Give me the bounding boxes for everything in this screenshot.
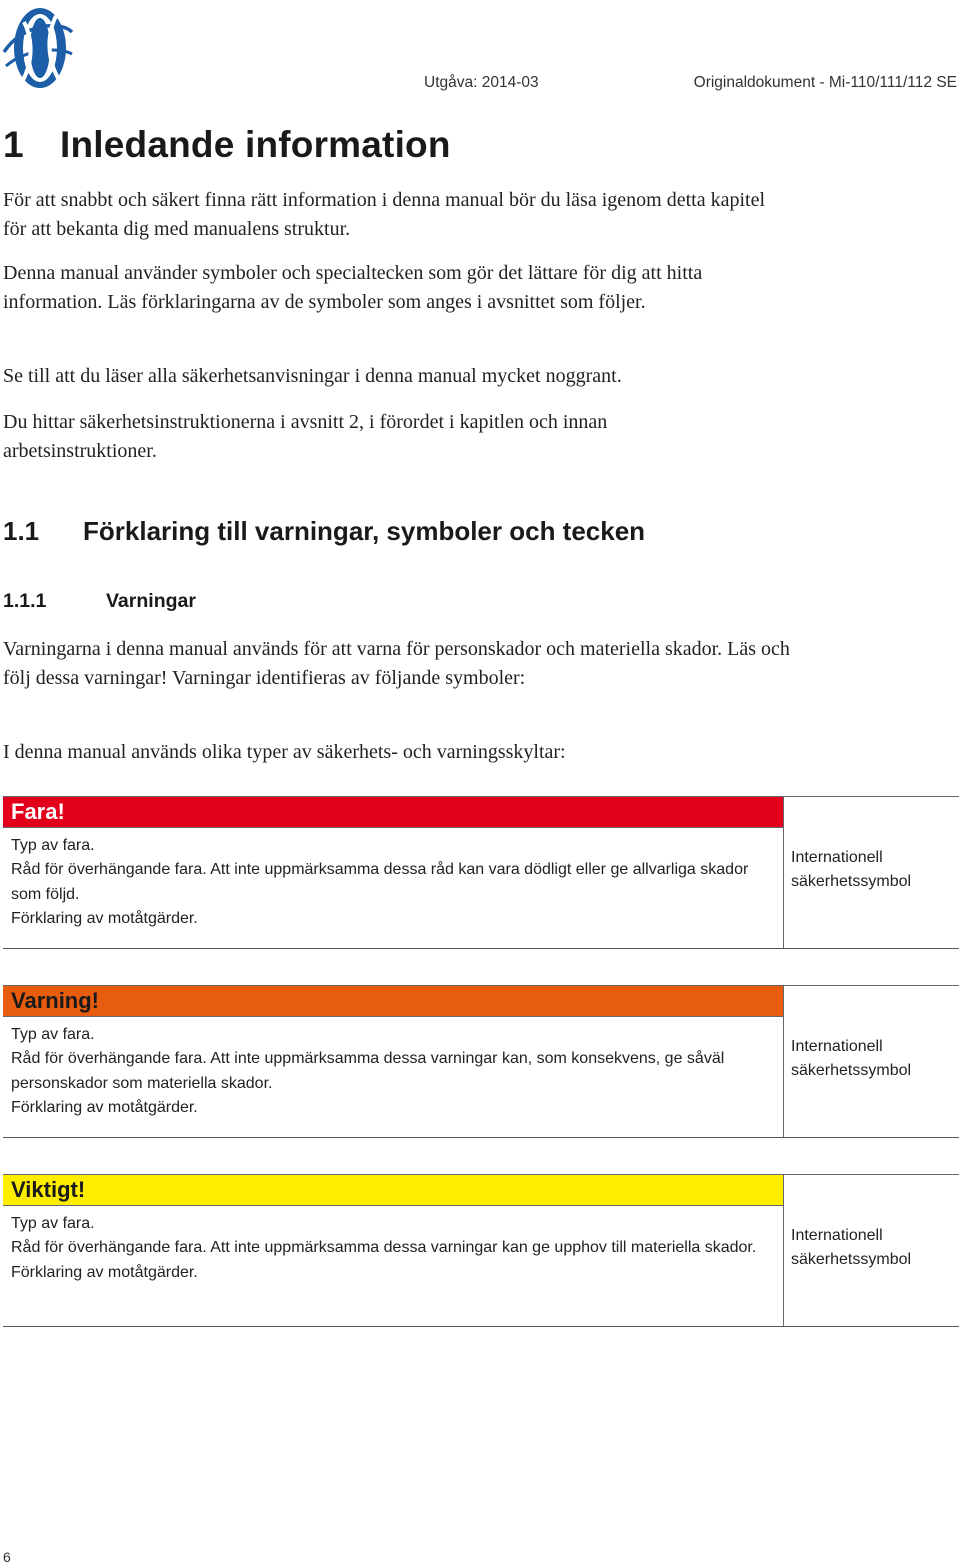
warning-band	[3, 985, 783, 1017]
chapter-number: 1	[3, 124, 24, 165]
warnings-paragraph: Varningarna i denna manual används för att varna för personskador och materiella skador. Läs och följ dessa varningar! Varningar identifieras av följande symboler:	[3, 638, 790, 689]
intro-paragraph: Du hittar säkerhetsinstruktionerna i avsnitt 2, i förordet i kapitlen och innan arbetsinstruktioner.	[3, 411, 608, 462]
safety-symbol-label: Internationell säkerhetssymbol	[791, 1227, 912, 1269]
warning-body	[11, 1023, 781, 1120]
intro-paragraph: Se till att du läser alla säkerhetsanvisningar i denna manual mycket noggrant.	[3, 365, 622, 387]
warning-box-danger	[3, 796, 959, 949]
hazard-advice: Råd för överhängande fara. Att inte uppmärksamma dessa råd kan vara dödligt eller ge allvarliga skador som följd.	[11, 861, 749, 903]
subsection-title-text: Varningar	[106, 590, 196, 612]
section-number: 1.1	[3, 516, 40, 546]
section-title	[3, 516, 645, 547]
warning-band	[3, 1174, 783, 1206]
countermeasures: Förklaring av motåtgärder.	[11, 1098, 198, 1116]
warning-band	[3, 796, 783, 828]
warning-box-important	[3, 1174, 959, 1327]
warning-box-warning	[3, 985, 959, 1138]
hazard-advice: Råd för överhängande fara. Att inte uppmärksamma dessa varningar kan, som konsekvens, ge såväl personskador som materiella skador.	[11, 1050, 725, 1092]
safety-symbol-label: Internationell säkerhetssymbol	[791, 849, 912, 891]
subsection-number: 1.1.1	[3, 590, 47, 612]
warning-body	[11, 1212, 781, 1285]
intro-paragraph: Denna manual använder symboler och specialtecken som gör det lättare för dig att hitta information. Läs förklaringarna av de symboler som anges i avsnittet som följer.	[3, 262, 703, 313]
section-title-text: Förklaring till varningar, symboler och tecken	[83, 516, 646, 546]
hazard-type: Typ av fara.	[11, 837, 95, 854]
safety-symbol-label: Internationell säkerhetssymbol	[791, 1038, 912, 1080]
hazard-type: Typ av fara.	[11, 1215, 95, 1232]
intro-paragraph: För att snabbt och säkert finna rätt information i denna manual bör du läsa igenom detta kapitel för att bekanta dig med manualens struktur.	[3, 189, 766, 240]
chapter-title	[3, 124, 451, 166]
warning-label: Viktigt!	[11, 1177, 86, 1202]
warnings-paragraph: I denna manual används olika typer av säkerhets- och varningsskyltar:	[3, 741, 566, 763]
edition-label: Utgåva: 2014-03	[424, 74, 539, 91]
page-number: 6	[3, 1549, 11, 1565]
subsection-title	[3, 590, 196, 613]
warning-label: Fara!	[11, 799, 65, 824]
s-globe-logo-icon	[2, 2, 74, 92]
document-label: Originaldokument - Mi-110/111/112 SE	[693, 74, 957, 91]
hazard-advice: Råd för överhängande fara. Att inte uppmärksamma dessa varningar kan ge upphov till materiella skador.	[11, 1239, 757, 1257]
countermeasures: Förklaring av motåtgärder.	[11, 1263, 198, 1281]
warning-body	[11, 834, 781, 931]
chapter-title-text: Inledande information	[60, 124, 451, 165]
countermeasures: Förklaring av motåtgärder.	[11, 909, 198, 927]
hazard-type: Typ av fara.	[11, 1026, 95, 1043]
warning-label: Varning!	[11, 988, 100, 1013]
